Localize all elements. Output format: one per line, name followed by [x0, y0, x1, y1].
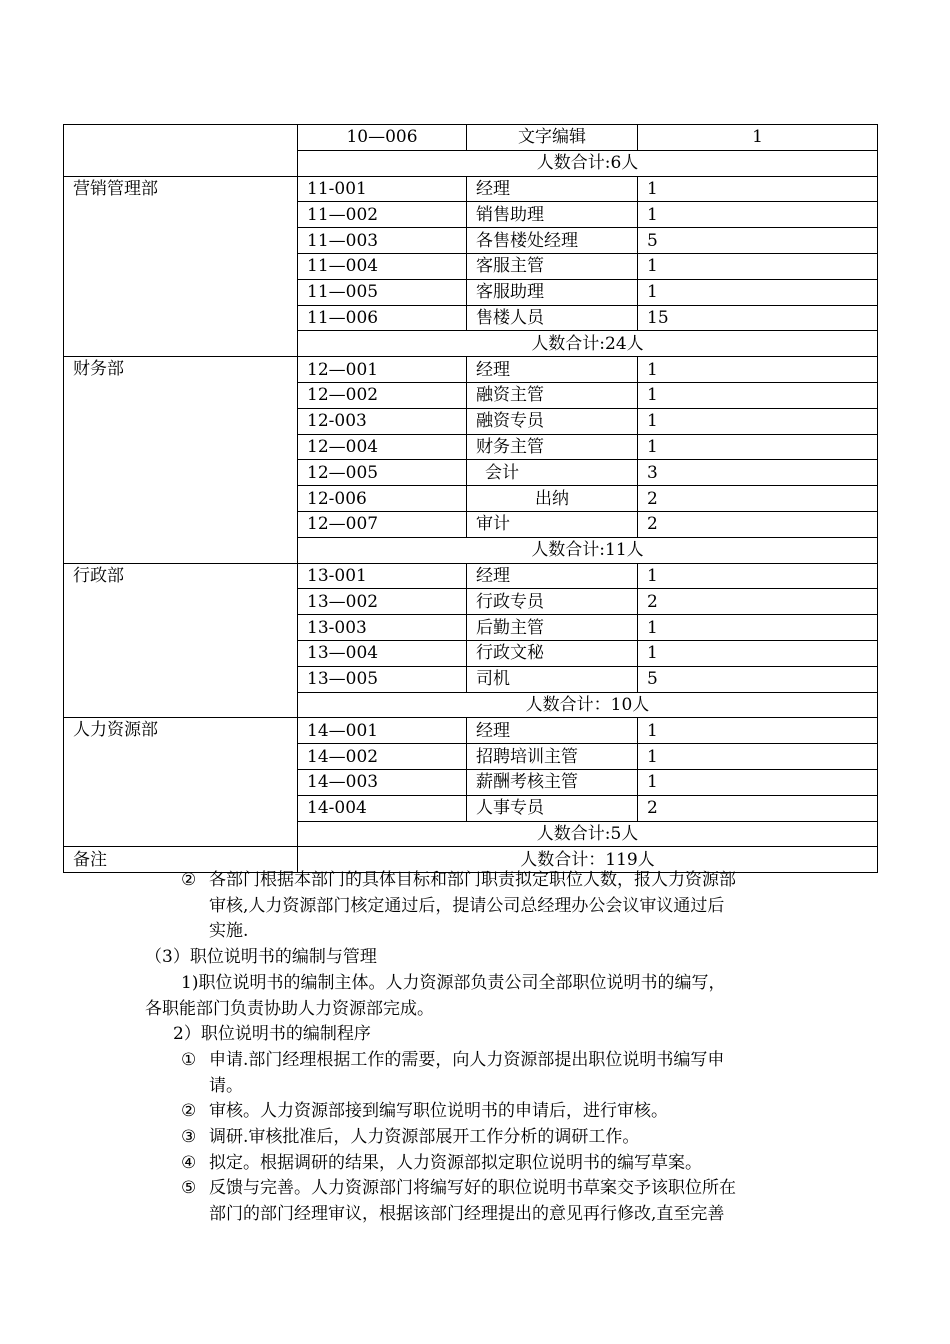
position-count: 1 [638, 434, 878, 460]
position-count: 1 [638, 357, 878, 383]
position-count: 1 [638, 563, 878, 589]
list-item [0, 1125, 950, 1151]
item-number: ② [181, 1101, 197, 1122]
position-count: 2 [638, 589, 878, 615]
position-title: 行政文秘 [467, 640, 638, 666]
item-number: ⑤ [181, 1178, 197, 1199]
table-row [64, 563, 878, 589]
position-count: 5 [638, 666, 878, 692]
position-title: 经理 [467, 718, 638, 744]
department-name: 财务部 [64, 357, 298, 563]
position-code: 11—006 [298, 305, 467, 331]
body-text [0, 868, 950, 1228]
list-item [0, 868, 950, 945]
item-number: ② [181, 870, 197, 890]
remark-label: 备注 [64, 847, 298, 873]
position-code: 13—004 [298, 640, 467, 666]
position-count: 1 [638, 125, 878, 151]
position-title: 经理 [467, 563, 638, 589]
position-title: 行政专员 [467, 589, 638, 615]
grand-total-cell: 人数合计：119人 [298, 847, 878, 873]
department-name: 行政部 [64, 563, 298, 718]
position-code: 11-001 [298, 176, 467, 202]
section-heading: （3）职位说明书的编制与管理 [145, 947, 377, 968]
position-title: 审计 [467, 511, 638, 537]
text-line: 拟定。根据调研的结果，人力资源部拟定职位说明书的编写草案。 [209, 1152, 702, 1173]
table-row [64, 176, 878, 202]
department-name: 营销管理部 [64, 176, 298, 357]
position-count: 1 [638, 615, 878, 641]
position-code: 12—004 [298, 434, 467, 460]
position-count: 5 [638, 228, 878, 254]
position-title: 经理 [467, 357, 638, 383]
position-code: 12-003 [298, 408, 467, 434]
position-code: 11—004 [298, 253, 467, 279]
list-item [0, 1151, 950, 1177]
text-line: 反馈与完善。人力资源部门将编写好的职位说明书草案交予该职位所在 [209, 1178, 736, 1199]
text-line: 各部门根据本部门的具体目标和部门职责拟定职位人数，报人力资源部 [209, 870, 736, 890]
position-code: 14-004 [298, 795, 467, 821]
position-code: 11—005 [298, 279, 467, 305]
position-count: 1 [638, 408, 878, 434]
position-count: 3 [638, 460, 878, 486]
position-title: 会计 [467, 460, 638, 486]
text-line: 调研.审核批准后，人力资源部展开工作分析的调研工作。 [209, 1127, 640, 1148]
item-number: ① [181, 1049, 197, 1070]
text-line: 实施. [209, 921, 249, 942]
position-title: 薪酬考核主管 [467, 769, 638, 795]
position-count: 1 [638, 382, 878, 408]
position-title: 文字编辑 [467, 125, 638, 151]
item-number: ④ [181, 1152, 197, 1173]
position-title: 销售助理 [467, 202, 638, 228]
paragraph-line: 1)职位说明书的编制主体。人力资源部负责公司全部职位说明书的编写， [181, 972, 726, 993]
staffing-table [63, 124, 878, 873]
table-row [64, 125, 878, 151]
subtotal-cell: 人数合计:5人 [298, 821, 878, 847]
position-count: 15 [638, 305, 878, 331]
position-title: 人事专员 [467, 795, 638, 821]
position-code: 12—005 [298, 460, 467, 486]
text-line: 请。 [209, 1075, 243, 1096]
text-line: 部门的部门经理审议，根据该部门经理提出的意见再行修改,直至完善 [209, 1204, 725, 1225]
text-line: 审核。人力资源部接到编写职位说明书的申请后，进行审核。 [209, 1101, 668, 1122]
department-cell [64, 125, 298, 177]
list-item [0, 1048, 950, 1099]
position-title: 后勤主管 [467, 615, 638, 641]
position-title: 各售楼处经理 [467, 228, 638, 254]
position-code: 13-001 [298, 563, 467, 589]
position-code: 13-003 [298, 615, 467, 641]
subtotal-cell: 人数合计:24人 [298, 331, 878, 357]
text-line: 审核,人力资源部门核定通过后，提请公司总经理办公会议审议通过后 [209, 895, 725, 916]
list-item [0, 1176, 950, 1227]
table-row [64, 357, 878, 383]
subtotal-cell: 人数合计：10人 [298, 692, 878, 718]
position-title: 融资专员 [467, 408, 638, 434]
list-item [0, 1099, 950, 1125]
department-name: 人力资源部 [64, 718, 298, 847]
position-count: 1 [638, 253, 878, 279]
position-count: 1 [638, 640, 878, 666]
position-code: 14—003 [298, 769, 467, 795]
text-line: 申请.部门经理根据工作的需要，向人力资源部提出职位说明书编写申 [209, 1049, 725, 1070]
subsection-heading: 2）职位说明书的编制程序 [173, 1024, 371, 1045]
position-title: 售楼人员 [467, 305, 638, 331]
position-title: 财务主管 [467, 434, 638, 460]
position-code: 12—007 [298, 511, 467, 537]
position-code: 13—002 [298, 589, 467, 615]
position-code: 12-006 [298, 486, 467, 512]
position-code: 14—002 [298, 744, 467, 770]
position-code: 14—001 [298, 718, 467, 744]
position-count: 1 [638, 718, 878, 744]
position-count: 1 [638, 202, 878, 228]
position-title: 出纳 [467, 486, 638, 512]
position-code: 11—002 [298, 202, 467, 228]
position-title: 司机 [467, 666, 638, 692]
position-title: 融资主管 [467, 382, 638, 408]
position-title: 客服助理 [467, 279, 638, 305]
position-count: 1 [638, 279, 878, 305]
position-count: 2 [638, 511, 878, 537]
position-code: 11—003 [298, 228, 467, 254]
position-count: 1 [638, 769, 878, 795]
table-row [64, 718, 878, 744]
position-count: 1 [638, 744, 878, 770]
position-count: 2 [638, 795, 878, 821]
paragraph-line: 各职能部门负责协助人力资源部完成。 [145, 998, 434, 1019]
position-code: 12—001 [298, 357, 467, 383]
position-code: 10—006 [298, 125, 467, 151]
position-count: 2 [638, 486, 878, 512]
position-title: 客服主管 [467, 253, 638, 279]
position-code: 13—005 [298, 666, 467, 692]
subtotal-cell: 人数合计:6人 [298, 150, 878, 176]
position-count: 1 [638, 176, 878, 202]
position-title: 招聘培训主管 [467, 744, 638, 770]
position-code: 12—002 [298, 382, 467, 408]
position-title: 经理 [467, 176, 638, 202]
subtotal-cell: 人数合计:11人 [298, 537, 878, 563]
item-number: ③ [181, 1127, 197, 1148]
